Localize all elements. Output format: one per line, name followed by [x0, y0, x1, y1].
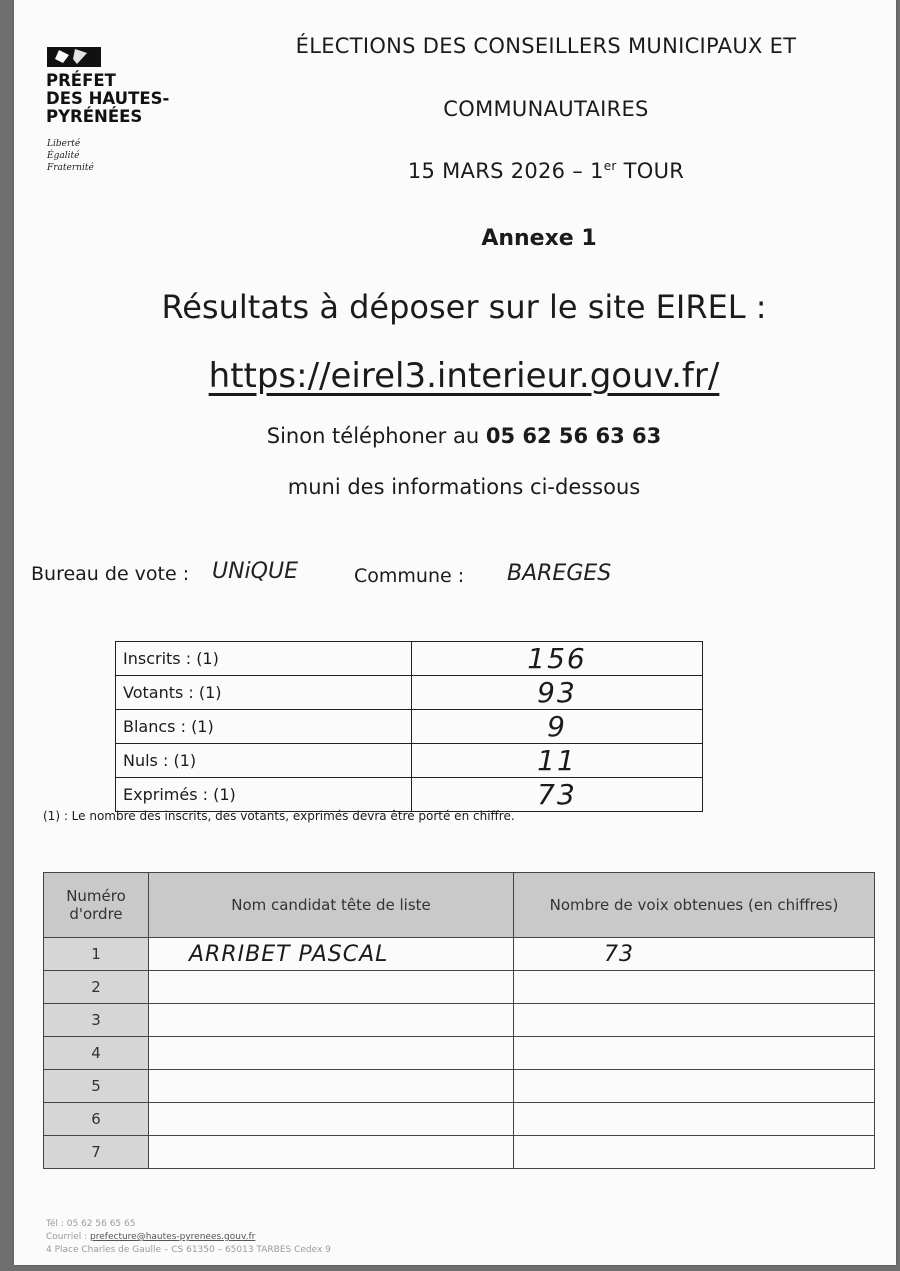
candidate-name[interactable] [149, 1004, 514, 1037]
devise-liberte: Liberté [47, 139, 81, 149]
table-header-row [44, 873, 875, 938]
devise [47, 138, 94, 174]
row-number: 2 [44, 971, 149, 1004]
count-value[interactable]: 11 [412, 744, 703, 778]
header-numero: Numéro d'ordre [44, 873, 149, 938]
footer-adresse: 4 Place Charles de Gaulle – CS 61350 – 65013 TARBES Cedex 9 [46, 1245, 331, 1255]
count-value[interactable]: 156 [412, 642, 703, 676]
count-label: Blancs : (1) [116, 710, 412, 744]
devise-egalite: Égalité [47, 151, 80, 161]
courriel-link[interactable]: prefecture@hautes-pyrenees.gouv.fr [90, 1232, 256, 1242]
vote-count[interactable] [514, 1037, 875, 1070]
footer-tel: Tél : 05 62 56 65 65 [46, 1219, 136, 1229]
vote-count[interactable] [514, 1004, 875, 1037]
phone-prefix: Sinon téléphoner au [266, 424, 486, 448]
table-row [116, 676, 703, 710]
header-line-2: COMMUNAUTAIRES [443, 97, 649, 121]
prefet-title [46, 72, 196, 126]
prefet-line-3: PYRÉNÉES [46, 107, 143, 126]
table-row [116, 710, 703, 744]
table-row [44, 1037, 875, 1070]
count-label: Inscrits : (1) [116, 642, 412, 676]
counts-table [115, 641, 703, 812]
row-number: 4 [44, 1037, 149, 1070]
candidate-name[interactable] [149, 1070, 514, 1103]
candidate-name[interactable] [149, 1136, 514, 1169]
instructions-title: Résultats à déposer sur le site EIREL : [161, 288, 767, 326]
vote-count[interactable] [514, 1103, 875, 1136]
candidate-name[interactable] [149, 971, 514, 1004]
annexe-title: Annexe 1 [481, 226, 597, 251]
table-row [44, 1103, 875, 1136]
table-row [44, 1004, 875, 1037]
header-sup: er [603, 159, 617, 173]
results-table [43, 872, 875, 1169]
table-row [44, 971, 875, 1004]
commune-value[interactable]: BAREGES [507, 561, 612, 586]
vote-count[interactable] [514, 971, 875, 1004]
marianne-logo-icon [47, 47, 101, 67]
devise-fraternite: Fraternité [47, 163, 94, 173]
row-number: 5 [44, 1070, 149, 1103]
footer-courriel [46, 1232, 255, 1242]
table-row [116, 744, 703, 778]
table-row [116, 642, 703, 676]
document-page [14, 0, 896, 1265]
table-row [116, 778, 703, 812]
row-number: 7 [44, 1136, 149, 1169]
header-date: 15 MARS 2026 – 1 [407, 159, 604, 183]
prefet-line-1: PRÉFET [46, 71, 116, 90]
vote-count[interactable] [514, 1136, 875, 1169]
header-nom: Nom candidat tête de liste [149, 873, 514, 938]
phone-number: 05 62 56 63 63 [485, 424, 662, 448]
commune-label: Commune : [354, 565, 465, 587]
footnote: (1) : Le nombre des inscrits, des votants, exprimés devra être porté en chiffre. [43, 809, 515, 823]
candidate-name[interactable]: ARRIBET PASCAL [149, 938, 514, 971]
candidate-name[interactable] [149, 1037, 514, 1070]
phone-line [114, 424, 814, 448]
bureau-label: Bureau de vote : [31, 563, 190, 585]
count-label: Votants : (1) [116, 676, 412, 710]
count-label: Exprimés : (1) [116, 778, 412, 812]
candidate-name[interactable] [149, 1103, 514, 1136]
header-line-3 [246, 159, 846, 183]
courriel-label: Courriel : [46, 1232, 91, 1242]
info-line: muni des informations ci-dessous [287, 475, 641, 499]
count-value[interactable]: 93 [412, 676, 703, 710]
count-value[interactable]: 9 [412, 710, 703, 744]
vote-count[interactable] [514, 1070, 875, 1103]
table-row [44, 1136, 875, 1169]
table-row [44, 938, 875, 971]
vote-count[interactable]: 73 [514, 938, 875, 971]
row-number: 6 [44, 1103, 149, 1136]
count-label: Nuls : (1) [116, 744, 412, 778]
row-number: 1 [44, 938, 149, 971]
row-number: 3 [44, 1004, 149, 1037]
header-tour: TOUR [616, 159, 685, 183]
table-row [44, 1070, 875, 1103]
count-value[interactable]: 73 [412, 778, 703, 812]
eirel-link[interactable]: https://eirel3.interieur.gouv.fr/ [208, 356, 720, 396]
header-voix: Nombre de voix obtenues (en chiffres) [514, 873, 875, 938]
bureau-value[interactable]: UNiQUE [212, 559, 298, 584]
header-line-1: ÉLECTIONS DES CONSEILLERS MUNICIPAUX ET [295, 34, 797, 58]
prefet-line-2: DES HAUTES- [46, 89, 170, 108]
